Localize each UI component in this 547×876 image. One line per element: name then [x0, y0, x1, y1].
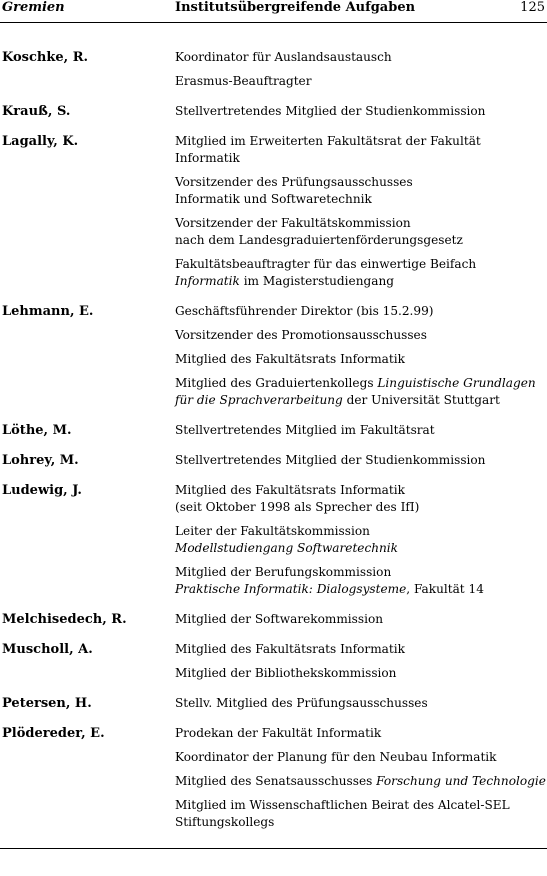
duty-item: Prodekan der Fakultät Informatik [175, 726, 382, 740]
duty-item: Mitglied der Bibliothekskommission [175, 666, 397, 680]
person-name: Löthe, M. [2, 423, 72, 438]
person-entry [0, 452, 547, 482]
duty-item: Fakultätsbeauftragter für das einwertige Beifach Informatik im Magisterstudiengang [175, 257, 477, 288]
duty-list [175, 422, 547, 439]
duty-item: Stellvertretendes Mitglied im Fakultätsrat [175, 423, 435, 437]
person-name: Koschke, R. [2, 50, 89, 65]
person-entry [0, 725, 547, 844]
duty-item: Stellvertretendes Mitglied der Studienkommission [175, 104, 486, 118]
person-name: Petersen, H. [2, 696, 92, 711]
footer-rule [0, 848, 547, 849]
duty-list [175, 725, 547, 831]
person-entry [0, 49, 547, 103]
person-entry [0, 482, 547, 611]
duty-item: Mitglied des Fakultätsrats Informatik [175, 642, 405, 656]
duty-list [175, 452, 547, 469]
section-label: Gremien [2, 0, 65, 15]
duty-list [175, 695, 547, 712]
duty-list [175, 611, 547, 628]
duty-item: Mitglied des Graduiertenkollegs Linguistische Grundlagen für die Sprachverarbeitung der Universität Stuttgart [175, 376, 536, 407]
person-name: Ludewig, J. [2, 483, 82, 498]
page-title: Institutsübergreifende Aufgaben [175, 0, 416, 15]
person-entry [0, 695, 547, 725]
duty-list [175, 133, 547, 290]
duty-item: Geschäftsführender Direktor (bis 15.2.99) [175, 304, 434, 318]
duty-item: Stellv. Mitglied des Prüfungsausschusses [175, 696, 428, 710]
person-name: Lehmann, E. [2, 304, 94, 319]
page-header [0, 0, 547, 23]
duty-item: Vorsitzender des Prüfungsausschusses Informatik und Softwaretechnik [175, 175, 413, 206]
person-entry [0, 641, 547, 695]
person-name: Lohrey, M. [2, 453, 79, 468]
person-name: Plödereder, E. [2, 726, 105, 741]
duty-item: Koordinator der Planung für den Neubau Informatik [175, 750, 497, 764]
duty-list [175, 641, 547, 682]
duty-list [175, 482, 547, 598]
duty-item: Mitglied des Fakultätsrats Informatik [175, 352, 405, 366]
person-name: Muscholl, A. [2, 642, 93, 657]
duty-item: Koordinator für Auslandsaustausch [175, 50, 392, 64]
duty-item: Stellvertretendes Mitglied der Studienkommission [175, 453, 486, 467]
person-entry [0, 611, 547, 641]
duty-list [175, 103, 547, 120]
person-entry [0, 103, 547, 133]
person-name: Lagally, K. [2, 134, 79, 149]
duty-item: Mitglied des Fakultätsrats Informatik (seit Oktober 1998 als Sprecher des IfI) [175, 483, 420, 514]
duty-item: Erasmus-Beauftragter [175, 74, 312, 88]
page-number: 125 [520, 0, 545, 15]
duty-item: Mitglied der Softwarekommission [175, 612, 384, 626]
person-name: Melchisedech, R. [2, 612, 127, 627]
committee-list [0, 49, 547, 844]
duty-item: Mitglied der Berufungskommission Praktische Informatik: Dialogsysteme, Fakultät 14 [175, 565, 484, 596]
duty-item: Vorsitzender der Fakultätskommission nach dem Landesgraduiertenförderungsgesetz [175, 216, 463, 247]
duty-item: Mitglied im Wissenschaftlichen Beirat des Alcatel-SEL Stiftungskollegs [175, 798, 510, 829]
duty-list [175, 303, 547, 409]
duty-item: Mitglied im Erweiterten Fakultätsrat der Fakultät Informatik [175, 134, 481, 165]
person-entry [0, 303, 547, 422]
duty-list [175, 49, 547, 90]
person-entry [0, 422, 547, 452]
duty-item: Leiter der Fakultätskommission Modellstudiengang Softwaretechnik [175, 524, 399, 555]
person-entry [0, 133, 547, 303]
duty-item: Vorsitzender des Promotionsausschusses [175, 328, 427, 342]
person-name: Krauß, S. [2, 104, 71, 119]
duty-item: Mitglied des Senatsausschusses Forschung und Technologie [175, 774, 546, 788]
